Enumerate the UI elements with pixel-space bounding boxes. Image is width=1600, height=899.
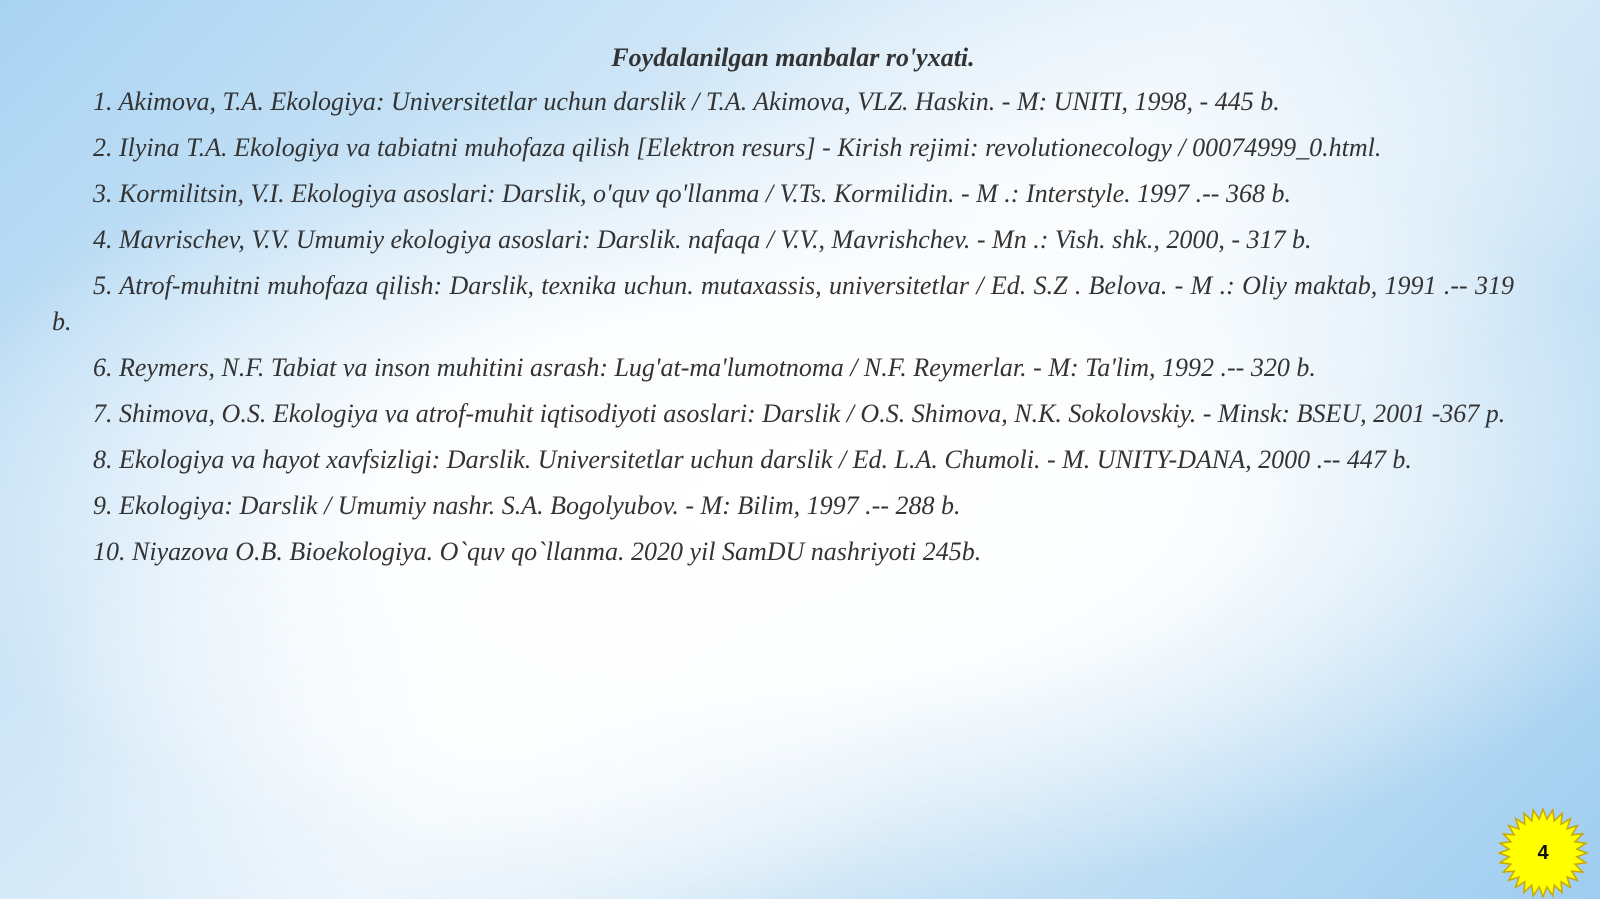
reference-item: 2. Ilyina T.A. Ekologiya va tabiatni muhofaza qilish [Elektron resurs] - Kirish rejimi: revolutionecology / 00074999_0.html. — [93, 133, 1382, 162]
page-number: 4 — [1537, 842, 1549, 864]
reference-item: 8. Ekologiya va hayot xavfsizligi: Darslik. Universitetlar uchun darslik / Ed. L.A. Chumoli. - M. UNITY-DANA, 2000 .-- 447 b. — [93, 445, 1412, 474]
reference-item: 1. Akimova, T.A. Ekologiya: Universitetlar uchun darslik / T.A. Akimova, VLZ. Haskin. - M: UNITI, 1998, - 445 b. — [93, 87, 1280, 116]
references-block — [52, 40, 1514, 580]
reference-item: 7. Shimova, O.S. Ekologiya va atrof-muhit iqtisodiyoti asoslari: Darslik / O.S. Shimova, N.K. Sokolovskiy. - Minsk: BSEU, 2001 -367 p. — [93, 399, 1506, 428]
page-title: Foydalanilgan manbalar ro'yxati. — [611, 43, 975, 72]
reference-item: 4. Mavrischev, V.V. Umumiy ekologiya asoslari: Darslik. nafaqa / V.V., Mavrishchev. - Mn .: Vish. shk., 2000, - 317 b. — [93, 225, 1312, 254]
reference-item: 9. Ekologiya: Darslik / Umumiy nashr. S.A. Bogolyubov. - M: Bilim, 1997 .-- 288 b. — [93, 491, 961, 520]
reference-item: 5. Atrof-muhitni muhofaza qilish: Darslik, texnika uchun. mutaxassis, universitetlar / Ed. S.Z . Belova. - M .: Oliy maktab, 1991 .-- 319 b. — [52, 271, 1514, 336]
page-number-badge — [1498, 808, 1588, 898]
reference-item: 6. Reymers, N.F. Tabiat va inson muhitini asrash: Lug'at-ma'lumotnoma / N.F. Reymerlar. - M: Ta'lim, 1992 .-- 320 b. — [93, 353, 1316, 382]
reference-item: 10. Niyazova O.B. Bioekologiya. O`quv qo`llanma. 2020 yil SamDU nashriyoti 245b. — [93, 537, 982, 566]
reference-item: 3. Kormilitsin, V.I. Ekologiya asoslari: Darslik, o'quv qo'llanma / V.Ts. Kormilidin. - M .: Interstyle. 1997 .-- 368 b. — [93, 179, 1291, 208]
